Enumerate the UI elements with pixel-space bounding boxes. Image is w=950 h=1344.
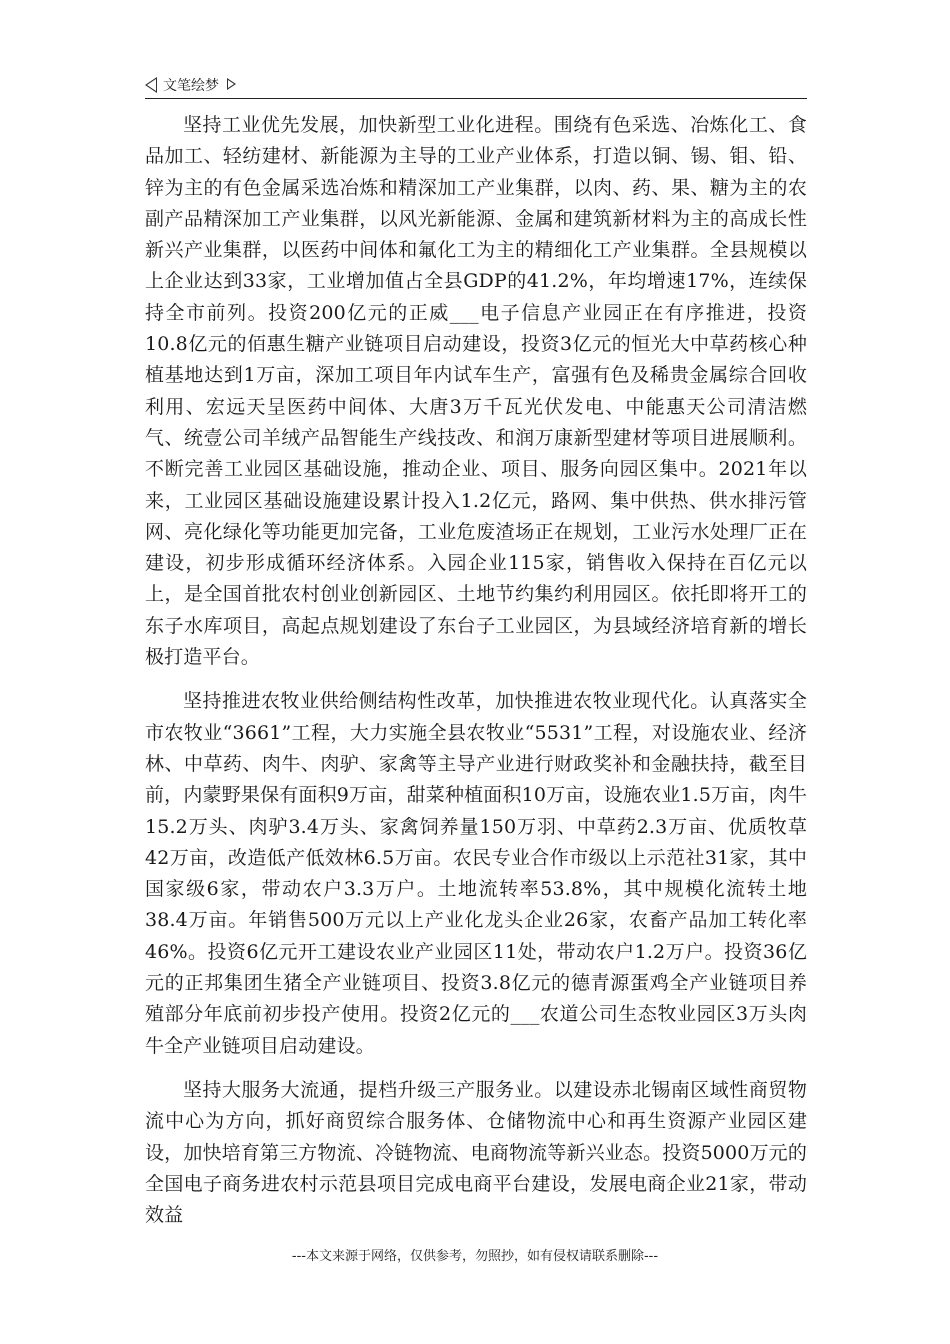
document-body [145, 110, 807, 1244]
triangle-right-icon [227, 78, 236, 90]
page-footer-disclaimer: ---本文来源于网络，仅供参考，勿照抄，如有侵权请联系删除--- [291, 1249, 659, 1264]
paragraph-services: 坚持大服务大流通，提档升级三产服务业。以建设赤北锡南区域性商贸物流中心为方向，抓好商贸综合服务体、仓储物流中心和再生资源产业园区建设，加快培育第三方物流、冷链物流、电商物流等新兴业态。投资5000万元的全国电子商务进农村示范县项目完成电商平台建设，发展电商企业21家，带动效益 [145, 1078, 807, 1227]
triangle-left-icon [145, 77, 157, 93]
paragraph-industry: 坚持工业优先发展，加快新型工业化进程。围绕有色采选、冶炼化工、食品加工、轻纺建材、新能源为主导的工业产业体系，打造以铜、锡、钼、铅、锌为主的有色金属采选冶炼和精深加工产业集群，以肉、药、果、糖为主的农副产品精深加工产业集群，以风光新能源、金属和建筑新材料为主的高成长性新兴产业集群，以医药中间体和氟化工为主的精细化工产业集群。全县规模以上企业达到33家，工业增加值占全县GDP的41.2%，年均增速17%，连续保持全市前列。投资200亿元的正威___电子信息产业园正在有序推进，投资10.8亿元的佰惠生糖产业链项目启动建设，投资3亿元的恒光大中草药核心种植基地达到1万亩，深加工项目年内试车生产，富强有色及稀贵金属综合回收利用、宏远天呈医药中间体、大唐3万千瓦光伏发电、中能惠天公司清洁燃气、统壹公司羊绒产品智能生产线技改、和润万康新型建材等项目进展顺利。不断完善工业园区基础设施，推动企业、项目、服务向园区集中。2021年以来，工业园区基础设施建设累计投入1.2亿元，路网、集中供热、供水排污管网、亮化绿化等功能更加完备，工业危废渣场正在规划，工业污水处理厂正在建设，初步形成循环经济体系。入园企业115家，销售收入保持在百亿元以上，是全国首批农村创业创新园区、土地节约集约利用园区。依托即将开工的东子水库项目，高起点规划建设了东台子工业园区，为县域经济培育新的增长极打造平台。 [145, 114, 807, 669]
paragraph-agriculture: 坚持推进农牧业供给侧结构性改革，加快推进农牧业现代化。认真落实全市农牧业“3661”工程，大力实施全县农牧业“5531”工程，对设施农业、经济林、中草药、肉牛、肉驴、家禽等主导产业进行财政奖补和金融扶持，截至目前，内蒙野果保有面积9万亩，甜菜种植面积10万亩，设施农业1.5万亩，肉牛15.2万头、肉驴3.4万头、家禽饲养量150万羽、中草药2.3万亩、优质牧草42万亩，改造低产低效林6.5万亩。农民专业合作市级以上示范社31家，其中国家级6家，带动农户3.3万户。土地流转率53.8%，其中规模化流转土地38.4万亩。年销售500万元以上产业化龙头企业26家，农畜产品加工转化率46%。投资6亿元开工建设农业产业园区11处，带动农户1.2万户。投资36亿元的正邦集团生猪全产业链项目、投资3.8亿元的德青源蛋鸡全产业链项目养殖部分年底前初步投产使用。投资2亿元的___农道公司生态牧业园区3万头肉牛全产业链项目启动建设。 [145, 690, 807, 1057]
page-header [145, 72, 807, 99]
header-brand: 文笔绘梦 [163, 78, 219, 94]
